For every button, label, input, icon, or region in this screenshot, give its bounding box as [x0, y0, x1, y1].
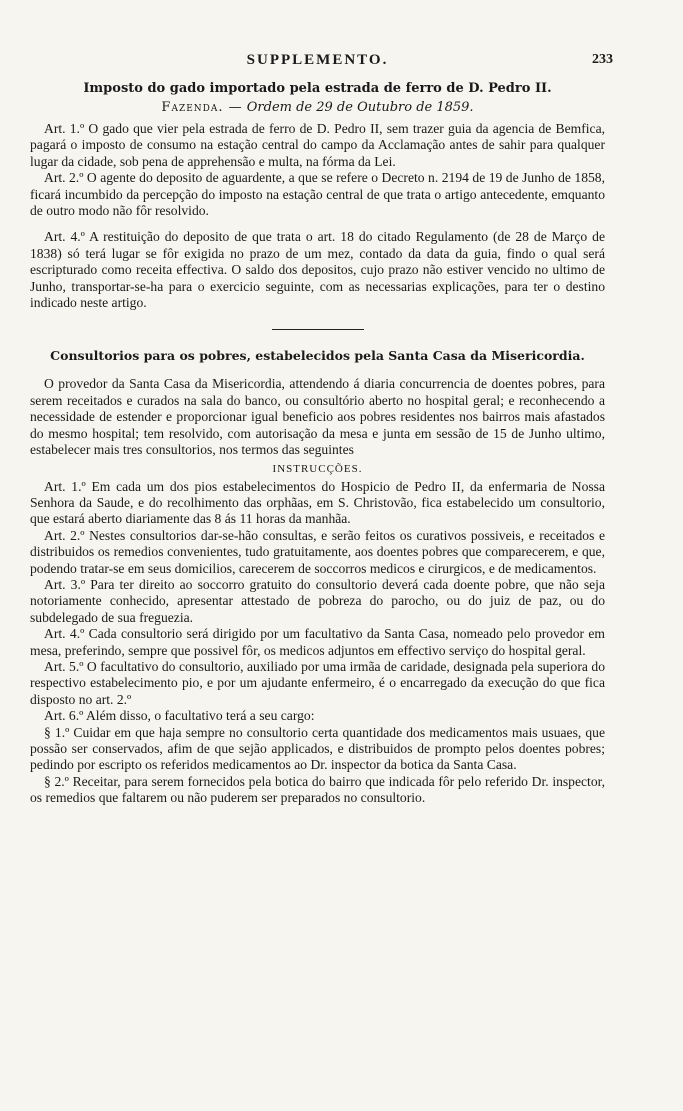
section-1-subtitle: [30, 99, 605, 117]
instructions-heading: INSTRUCÇÕES.: [272, 462, 363, 475]
document-page: [30, 52, 613, 807]
section-2-title: Consultorios para os pobres, estabelecidos pela Santa Casa da Misericordia.: [50, 348, 585, 364]
subtitle-prefix: Fazenda. —: [161, 100, 243, 115]
instruction-paragraph-2: § 2.º Receitar, para serem fornecidos pela botica do bairro que indicada fôr pelo referido Dr. inspector, os remedios que faltarem ou não puderem ser preparados no consultorio.: [30, 773, 605, 806]
instruction-article-6: Art. 6.º Além disso, o facultativo terá a seu cargo:: [44, 708, 315, 724]
instruction-article-2: Art. 2.º Nestes consultorios dar-se-hão consultas, e serão feitos os curativos possiveis, e receitados e distribuidos os remedios convenientes, tudo gratuitamente, aos doentes pobres que comparecerem, e que, podendo tratar-se em seus domicilios, carecerem de soccorros medicos e cirurgicos, e de medicamentos.: [30, 527, 605, 576]
instruction-article-5: Art. 5.º O facultativo do consultorio, auxiliado por uma irmãa de caridade, designada pela superiora do respectivo estabelecimento pio, e por um ajudante enfermeiro, é o encarregado da execução do que fica disposto no art. 2.º: [30, 658, 605, 707]
section-1-title: Imposto do gado importado pela estrada de ferro de D. Pedro II.: [83, 81, 552, 96]
running-title: SUPPLEMENTO.: [246, 52, 389, 68]
section-divider: [272, 329, 364, 330]
instruction-article-1: Art. 1.º Em cada um dos pios estabelecimentos do Hospicio de Pedro II, da enfermaria de Nossa Senhora da Saude, e do recolhimento das orphãas, em S. Christovão, fica estabelecido um consultorio, que estará aberto diariamente das 8 ás 11 horas da manhãa.: [30, 478, 605, 527]
running-head: [30, 52, 613, 74]
instruction-paragraph-1: § 1.º Cuidar em que haja sempre no consultorio certa quantidade dos medicamentos mais usuaes, que possão ser conservados, afim de que sejão applicados, e distribuidos de prompto pelos doentes pobres; pedindo por escripto os referidos medicamentos ao Dr. inspector da botica da Santa Casa.: [30, 724, 605, 773]
section-1-article-2: Art. 2.º O agente do deposito de aguardente, a que se refere o Decreto n. 2194 de 19 de Junho de 1858, ficará incumbido da percepção do imposto na estação central de que trata o artigo antecedente, emquanto de outro modo não fôr resolvido.: [30, 170, 605, 219]
subtitle-order: Ordem de 29 de Outubro de 1859.: [246, 100, 474, 115]
page-number: 233: [592, 52, 613, 67]
instruction-article-4: Art. 4.º Cada consultorio será dirigido por um facultativo da Santa Casa, nomeado pelo provedor em mesa, preferindo, sempre que possivel fôr, os medicos adjuntos em effectivo serviço do hospital geral.: [30, 626, 605, 658]
section-2-intro: O provedor da Santa Casa da Misericordia, attendendo á diaria concurrencia de doentes pobres, para serem receitados e curados na sala do banco, ou consultório aberto no hospital geral; e reconhecendo a necessidade de estender e proporcionar igual beneficio aos pobres residentes nos bairros mais afastados do mesmo hospital; tem resolvido, com autorisação da mesa e junta em sessão de 15 de Junho ultimo, estabelecer mais tres consultorios, nos termos das seguintes: [30, 376, 605, 458]
section-1-article-1: Art. 1.º O gado que vier pela estrada de ferro de D. Pedro II, sem trazer guia da agencia de Bemfica, pagará o imposto de consumo na estação central do campo da Acclamação antes de sahir para qualquer lugar da cidade, sob pena de apprehensão e multa, na fórma da Lei.: [30, 121, 605, 169]
section-1-article-4: Art. 4.º A restituição do deposito de que trata o art. 18 do citado Regulamento (de 28 de Março de 1838) só terá lugar se fôr exigida no prazo de um mez, contado da data da guia, findo o qual será escripturado como receita effectiva. O saldo dos depositos, cujo prazo não estiver vencido no ultimo de Junho, transportar-se-ha para o exercicio seguinte, com as necessarias explicações, para ter o destino indicado neste artigo.: [30, 229, 605, 311]
instruction-article-3: Art. 3.º Para ter direito ao soccorro gratuito do consultorio deverá cada doente pobre, que não seja notoriamente conhecido, apresentar attestado de pobreza do parocho, ou do juiz de paz, ou do subdelegado de sua freguezia.: [30, 576, 605, 625]
